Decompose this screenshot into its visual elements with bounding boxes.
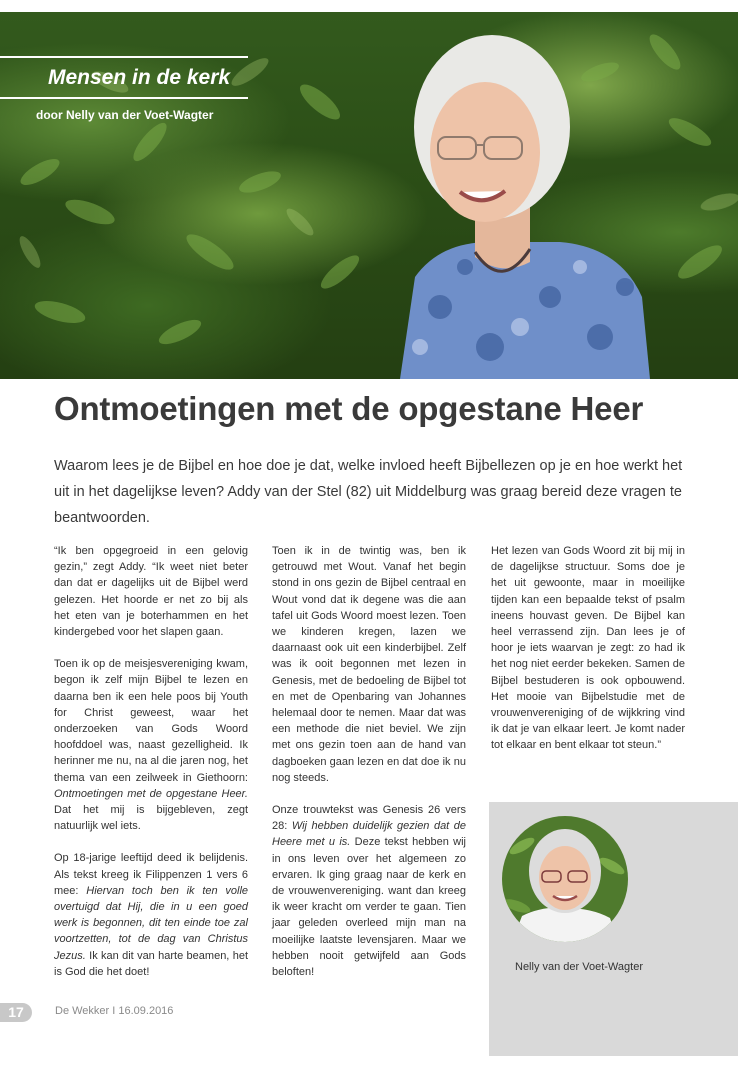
text-column-1 <box>54 543 248 996</box>
paragraph <box>272 802 466 980</box>
text-span: Toen ik op de meisjesvereniging kwam, begon ik zelf mijn Bijbel te lezen en daarna ben ik een hele poos bij Youth for Christ geweest, waar het onderzoeken van Gods Woord hoofddoel was, naast gezelligheid. Ik herinner me nu, na al die jaren nog, het thema van een zeilweek in Giethoorn: <box>54 658 248 784</box>
text-span: Deze tekst hebben wij in ons leven over het algemeen zo ervaren. Ik ging graag naar de kerk en de vrouwenvereniging. want dan kreeg ik weer kracht om verder te gaan. Tien jaar geleden overleed mijn man na moeilijke laatste levensjaren. Maar we hebben nooit getwijfeld aan Gods beloften! <box>272 836 466 979</box>
text-column-2 <box>272 543 466 996</box>
paragraph <box>54 656 248 834</box>
paragraph <box>54 850 248 980</box>
emphasis-text: Wij hebben duidelijk gezien dat de Heere met u is. <box>272 820 466 849</box>
portrait-photo <box>380 27 660 379</box>
article-intro: Waarom lees je de Bijbel en hoe doe je dat, welke invloed heeft Bijbellezen op je en hoe werkt het uit in het dagelijkse leven? Addy van der Stel (82) uit Middelburg was graag bereid deze vragen te beantwoorden. <box>54 458 683 526</box>
kicker-rule-bottom <box>0 97 248 99</box>
article-title: Ontmoetingen met de opgestane Heer <box>54 390 644 427</box>
text-span: Op 18-jarige leeftijd deed ik belijdenis. Als tekst kreeg ik Filippenzen 1 vers 6 mee: <box>54 852 248 897</box>
author-photo <box>502 816 628 942</box>
section-kicker: Mensen in de kerk <box>48 66 231 89</box>
emphasis-text: Ontmoetingen met de opgestane Heer. <box>54 787 248 800</box>
paragraph: Het lezen van Gods Woord zit bij mij in de dagelijkse structuur. Soms doe je het uit gewoonte, maar in moeilijke tijden kan een bepaalde tekst of psalm ineens houvast geven. De Bijbel kan heel verrassend zijn. Dan lees je of hoor je iets waarvan je zegt: zo had ik het nog niet eerder bekeken. Samen de Bijbel bestuderen is ook opbouwend. Het mooie van Bijbelstudie met de vrouwenvereniging of de wijkkring vind ik dat je van elkaar leert. Je komt nader tot elkaar en bent elkaar tot steun.” <box>491 545 685 752</box>
kicker-rule-top <box>0 56 248 58</box>
text-column-3 <box>491 543 685 770</box>
text-span: Onze trouwtekst was Genesis 26 vers 28: <box>272 804 466 833</box>
footer-publication: De Wekker I 16.09.2016 <box>55 1005 174 1017</box>
text-span: Ik kan dit van harte beamen, het is God die het doet! <box>54 949 248 978</box>
emphasis-text: Hiervan toch ben ik ten volle overtuigd dat Hij, die in u een goed werk is begonnen, dit ten einde toe zal voortzetten, tot de dag van Christus Jezus. <box>54 884 249 962</box>
text-span: Dat het mij is bijgebleven, zegt natuurlijk wel iets. <box>54 804 248 833</box>
hero-photo <box>0 12 738 379</box>
page-number: 17 <box>0 1003 32 1022</box>
paragraph: “Ik ben opgegroeid in een gelovig gezin,” zegt Addy. “Ik weet niet beter dan dat er dagelijks uit de Bijbel werd gelezen. Het hoorde er net zo bij als het eten van je boterhammen en het kindergebed voor het slapen gaan. <box>54 545 248 639</box>
byline: door Nelly van der Voet-Wagter <box>36 108 214 122</box>
paragraph: Toen ik in de twintig was, ben ik getrouwd met Wout. Vanaf het begin stond in ons gezin de Bijbel centraal en Wout vond dat ik degene was die aan tafel uit Gods Woord moest lezen. Toen we kinderen kregen, lazen we daarnaast ook uit een kinderbijbel. Zelf was ik ooit begonnen met lezen in Genesis, met de bedoeling de Bijbel tot en met de Openbaring van Johannes helemaal door te nemen. Maar dat was een methode die niet beviel. We zijn met ons gezin toen aan de hand van dagboeken gaan lezen en dat doe ik nu nog steeds. <box>272 545 466 784</box>
photo-caption: Nelly van der Voet-Wagter <box>515 961 643 973</box>
